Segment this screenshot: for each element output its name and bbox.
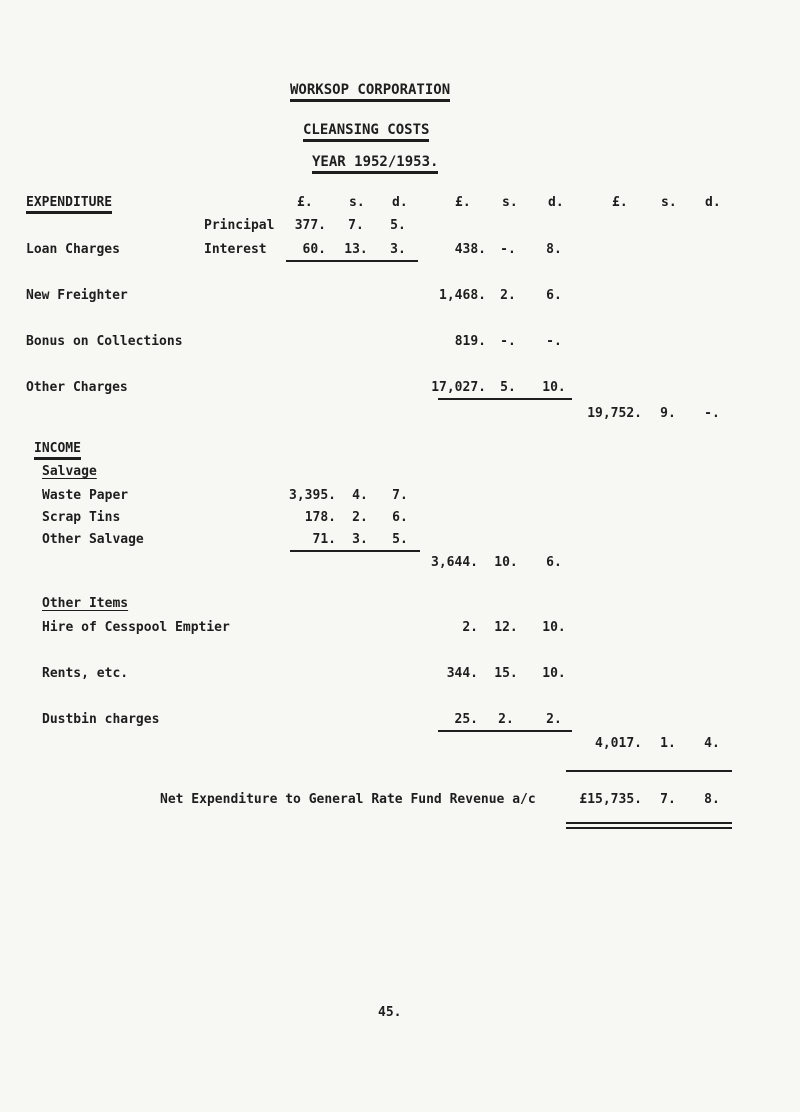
col3-pounds-header: £. — [612, 195, 628, 210]
rents-pounds: 344. — [446, 666, 478, 681]
loan-charges-label: Loan Charges — [26, 242, 120, 257]
salvage-total-pounds: 3,644. — [431, 555, 478, 570]
dustbin-pence: 2. — [546, 712, 562, 727]
principal-label: Principal — [204, 218, 275, 233]
loan-total-pence: 8. — [546, 242, 562, 257]
dustbin-label: Dustbin charges — [42, 712, 160, 727]
col1-pounds-header: £. — [297, 195, 313, 210]
salvage-heading: Salvage — [42, 464, 97, 479]
waste-paper-pounds: 3,395. — [289, 488, 336, 503]
principal-pence: 5. — [390, 218, 406, 233]
net-expenditure-pence: 8. — [704, 792, 720, 807]
new-freighter-pence: 6. — [546, 288, 562, 303]
net-expenditure-pounds: £15,735. — [579, 792, 642, 807]
net-expenditure-label: Net Expenditure to General Rate Fund Revenue a/c — [160, 792, 536, 807]
cesspool-pounds: 2. — [462, 620, 478, 635]
loan-total-pounds: 438. — [454, 242, 486, 257]
income-total-shillings: 1. — [660, 736, 676, 751]
interest-shillings: 13. — [344, 242, 368, 257]
page-number: 45. — [378, 1005, 402, 1020]
new-freighter-label: New Freighter — [26, 288, 128, 303]
col2-shillings-header: s. — [502, 195, 518, 210]
interest-underline — [286, 260, 418, 262]
other-charges-label: Other Charges — [26, 380, 128, 395]
waste-paper-pence: 7. — [392, 488, 408, 503]
net-expenditure-double-rule — [566, 822, 732, 829]
net-expenditure-shillings: 7. — [660, 792, 676, 807]
expenditure-total-pounds: 19,752. — [587, 406, 642, 421]
rents-label: Rents, etc. — [42, 666, 129, 681]
interest-label: Interest — [204, 242, 267, 257]
dustbin-pounds: 25. — [454, 712, 478, 727]
other-salvage-shillings: 3. — [352, 532, 368, 547]
interest-pounds: 60. — [302, 242, 326, 257]
scrap-tins-label: Scrap Tins — [42, 510, 121, 525]
other-salvage-pounds: 71. — [312, 532, 336, 547]
other-salvage-underline — [290, 550, 420, 552]
income-heading: INCOME — [34, 441, 81, 460]
other-charges-pounds: 17,027. — [431, 380, 486, 395]
col3-shillings-header: s. — [661, 195, 677, 210]
other-salvage-label: Other Salvage — [42, 532, 144, 547]
scrap-tins-pounds: 178. — [304, 510, 336, 525]
cesspool-shillings: 12. — [494, 620, 518, 635]
dustbin-underline — [438, 730, 572, 732]
interest-pence: 3. — [390, 242, 406, 257]
other-salvage-pence: 5. — [392, 532, 408, 547]
scrap-tins-pence: 6. — [392, 510, 408, 525]
other-items-heading: Other Items — [42, 596, 129, 611]
bonus-pounds: 819. — [454, 334, 486, 349]
loan-total-shillings: -. — [500, 242, 516, 257]
col2-pence-header: d. — [548, 195, 564, 210]
bonus-pence: -. — [546, 334, 562, 349]
other-charges-pence: 10. — [542, 380, 566, 395]
report-year: YEAR 1952/1953. — [312, 154, 438, 174]
col1-shillings-header: s. — [349, 195, 365, 210]
salvage-total-pence: 6. — [546, 555, 562, 570]
cesspool-label: Hire of Cesspool Emptier — [42, 620, 230, 635]
dustbin-shillings: 2. — [498, 712, 514, 727]
report-subtitle: CLEANSING COSTS — [303, 122, 429, 142]
expenditure-total-pence: -. — [704, 406, 720, 421]
org-title: WORKSOP CORPORATION — [290, 82, 450, 102]
cesspool-pence: 10. — [542, 620, 566, 635]
bonus-label: Bonus on Collections — [26, 334, 183, 349]
col3-pence-header: d. — [705, 195, 721, 210]
new-freighter-pounds: 1,468. — [439, 288, 486, 303]
principal-pounds: 377. — [294, 218, 326, 233]
bonus-shillings: -. — [500, 334, 516, 349]
waste-paper-shillings: 4. — [352, 488, 368, 503]
rents-pence: 10. — [542, 666, 566, 681]
scrap-tins-shillings: 2. — [352, 510, 368, 525]
other-charges-underline — [438, 398, 572, 400]
expenditure-total-shillings: 9. — [660, 406, 676, 421]
col2-pounds-header: £. — [455, 195, 471, 210]
other-charges-shillings: 5. — [500, 380, 516, 395]
income-total-pence: 4. — [704, 736, 720, 751]
col1-pence-header: d. — [392, 195, 408, 210]
salvage-total-shillings: 10. — [494, 555, 518, 570]
waste-paper-label: Waste Paper — [42, 488, 129, 503]
income-total-rule — [566, 770, 732, 772]
income-total-pounds: 4,017. — [595, 736, 642, 751]
principal-shillings: 7. — [348, 218, 364, 233]
new-freighter-shillings: 2. — [500, 288, 516, 303]
rents-shillings: 15. — [494, 666, 518, 681]
expenditure-heading: EXPENDITURE — [26, 195, 112, 214]
